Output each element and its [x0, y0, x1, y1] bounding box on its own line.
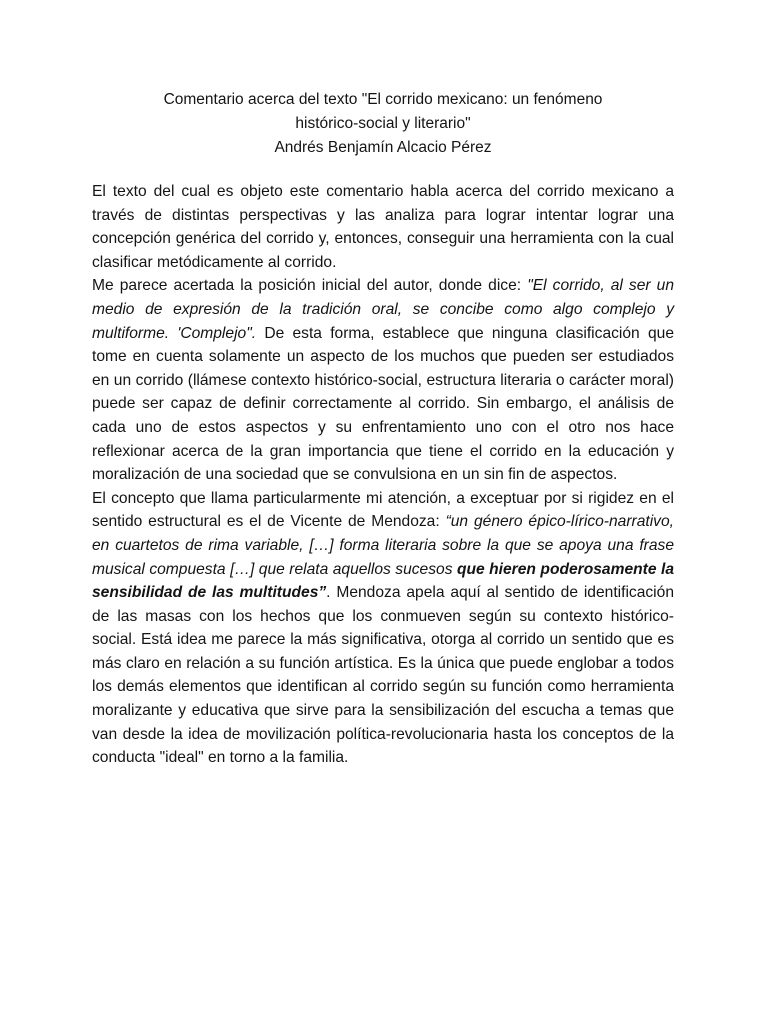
paragraph-2-rest: De esta forma, establece que ninguna clasificación que tome en cuenta solamente un aspecto de los muchos que pueden ser estudiados en un corrido (llámese contexto histórico-social, estructura literaria o carácter moral) puede ser capaz de definir correctamente al corrido. Sin embargo, el análisis de cada uno de estos aspectos y su enfrentamiento uno con el otro nos hace reflexionar acerca de la gran importancia que tiene el corrido en la educación y moralización de una sociedad que se convulsiona en un sin fin de aspectos.	[92, 324, 674, 484]
paragraph-3-intro: El concepto que llama particularmente mi atención, a exceptuar por si rigidez en el sentido estructural es el de Vicente de Mendoza:	[92, 489, 674, 531]
paragraph-2-intro: Me parece acertada la posición inicial del autor, donde dice:	[92, 277, 528, 295]
document-author: Andrés Benjamín Alcacio Pérez	[274, 139, 492, 156]
paragraph-2-quote: "El corrido, al ser un medio de expresión de la tradición oral, se concibe como algo complejo y multiforme. 'Complejo".	[92, 277, 675, 342]
paragraph-3-rest: . Mendoza apela aquí al sentido de identificación de las masas con los hechos que los conmueven según su contexto histórico-social. Está idea me parece la más significativa, otorga al corrido un sentido que es más claro en relación a su función artística. Es la única que puede englobar a todos los demás elementos que identifican al corrido según su función como herramienta moralizante y educativa que sirve para la sensibilización del escucha a temas que van desde la idea de movilización política-revolucionaria hasta los conceptos de la conducta "ideal" en torno a la familia.	[92, 584, 674, 767]
document-header	[92, 88, 674, 160]
paragraph-3-quote: “un género épico-lírico-narrativo, en cuartetos de rima variable, […] forma literaria sobre la que se apoya una frase musical compuesta […] que relata aquellos sucesos	[92, 513, 674, 578]
document-body	[92, 180, 674, 770]
document-title-line-2: histórico-social y literario"	[295, 115, 471, 132]
paragraph-1: El texto del cual es objeto este comentario habla acerca del corrido mexicano a través de distintas perspectivas y las analiza para lograr intentar lograr una concepción genérica del corrido y, entonces, conseguir una herramienta con la cual clasificar metódicamente al corrido.	[92, 183, 674, 271]
paragraph-3	[92, 487, 674, 770]
paragraph-3-bold-quote: que hieren poderosamente la sensibilidad de las multitudes”	[92, 560, 674, 602]
paragraph-2	[92, 274, 674, 486]
document-title-line-1: Comentario acerca del texto "El corrido mexicano: un fenómeno	[163, 91, 603, 108]
